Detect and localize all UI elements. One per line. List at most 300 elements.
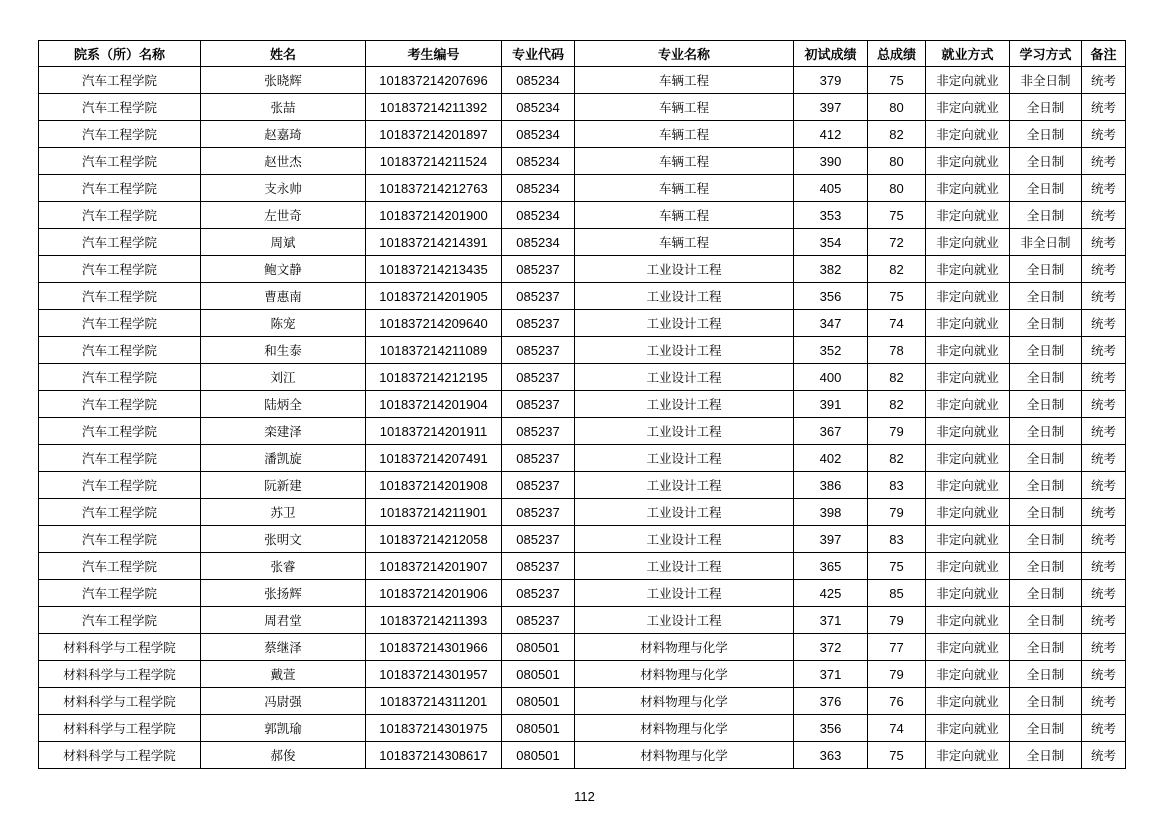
header-department: 院系（所）名称 [39,41,201,67]
table-row [39,283,1126,310]
cell-candidate-id: 101837214311201 [366,688,502,715]
cell-major-name: 材料物理与化学 [575,742,794,769]
table-row [39,94,1126,121]
cell-name: 曹惠南 [201,283,366,310]
header-study-mode: 学习方式 [1010,41,1082,67]
cell-total-score: 82 [868,391,926,418]
cell-name: 周君堂 [201,607,366,634]
cell-major-code: 080501 [502,715,575,742]
cell-employment-type: 非定向就业 [926,310,1010,337]
cell-major-code: 080501 [502,688,575,715]
cell-total-score: 75 [868,202,926,229]
cell-total-score: 77 [868,634,926,661]
cell-department: 汽车工程学院 [39,310,201,337]
cell-name: 刘江 [201,364,366,391]
table-row [39,175,1126,202]
cell-candidate-id: 101837214209640 [366,310,502,337]
cell-name: 阮新建 [201,472,366,499]
cell-candidate-id: 101837214207696 [366,67,502,94]
cell-major-name: 工业设计工程 [575,553,794,580]
cell-major-code: 085234 [502,94,575,121]
cell-department: 汽车工程学院 [39,337,201,364]
cell-initial-score: 386 [794,472,868,499]
cell-department: 汽车工程学院 [39,580,201,607]
cell-name: 潘凯旋 [201,445,366,472]
cell-major-name: 车辆工程 [575,175,794,202]
cell-employment-type: 非定向就业 [926,742,1010,769]
cell-employment-type: 非定向就业 [926,418,1010,445]
cell-name: 冯尉强 [201,688,366,715]
cell-remarks: 统考 [1082,391,1126,418]
cell-major-code: 080501 [502,661,575,688]
cell-total-score: 79 [868,499,926,526]
table-row [39,121,1126,148]
cell-major-name: 工业设计工程 [575,526,794,553]
cell-major-code: 085237 [502,607,575,634]
cell-candidate-id: 101837214301975 [366,715,502,742]
cell-department: 汽车工程学院 [39,391,201,418]
cell-total-score: 80 [868,175,926,202]
cell-study-mode: 全日制 [1010,337,1082,364]
table-row [39,418,1126,445]
cell-total-score: 82 [868,445,926,472]
table-row [39,742,1126,769]
cell-total-score: 82 [868,256,926,283]
table-row [39,337,1126,364]
cell-initial-score: 365 [794,553,868,580]
cell-study-mode: 全日制 [1010,445,1082,472]
cell-initial-score: 367 [794,418,868,445]
cell-candidate-id: 101837214301966 [366,634,502,661]
cell-study-mode: 全日制 [1010,94,1082,121]
cell-department: 汽车工程学院 [39,256,201,283]
cell-name: 张明文 [201,526,366,553]
cell-total-score: 79 [868,418,926,445]
cell-major-code: 085237 [502,526,575,553]
header-candidate-id: 考生编号 [366,41,502,67]
cell-department: 汽车工程学院 [39,364,201,391]
cell-major-name: 工业设计工程 [575,364,794,391]
cell-total-score: 75 [868,67,926,94]
cell-remarks: 统考 [1082,553,1126,580]
table-row [39,526,1126,553]
cell-study-mode: 全日制 [1010,553,1082,580]
cell-remarks: 统考 [1082,67,1126,94]
cell-candidate-id: 101837214207491 [366,445,502,472]
cell-major-code: 085237 [502,445,575,472]
cell-total-score: 83 [868,526,926,553]
cell-major-name: 车辆工程 [575,148,794,175]
cell-employment-type: 非定向就业 [926,661,1010,688]
cell-name: 栾建泽 [201,418,366,445]
cell-study-mode: 全日制 [1010,121,1082,148]
cell-name: 陈宠 [201,310,366,337]
header-row [39,41,1126,67]
cell-department: 汽车工程学院 [39,553,201,580]
cell-name: 蔡继泽 [201,634,366,661]
cell-employment-type: 非定向就业 [926,364,1010,391]
cell-initial-score: 425 [794,580,868,607]
cell-department: 汽车工程学院 [39,94,201,121]
cell-study-mode: 全日制 [1010,310,1082,337]
cell-remarks: 统考 [1082,688,1126,715]
cell-remarks: 统考 [1082,634,1126,661]
cell-candidate-id: 101837214211901 [366,499,502,526]
cell-department: 汽车工程学院 [39,445,201,472]
cell-initial-score: 382 [794,256,868,283]
cell-major-name: 工业设计工程 [575,391,794,418]
cell-name: 陆炳全 [201,391,366,418]
cell-study-mode: 全日制 [1010,580,1082,607]
cell-major-code: 085237 [502,364,575,391]
cell-study-mode: 全日制 [1010,148,1082,175]
cell-total-score: 85 [868,580,926,607]
cell-department: 汽车工程学院 [39,202,201,229]
cell-study-mode: 全日制 [1010,283,1082,310]
cell-employment-type: 非定向就业 [926,391,1010,418]
cell-candidate-id: 101837214201906 [366,580,502,607]
cell-name: 张晓辉 [201,67,366,94]
cell-employment-type: 非定向就业 [926,472,1010,499]
cell-candidate-id: 101837214212195 [366,364,502,391]
cell-candidate-id: 101837214212058 [366,526,502,553]
header-major-name: 专业名称 [575,41,794,67]
cell-initial-score: 372 [794,634,868,661]
cell-total-score: 79 [868,661,926,688]
cell-study-mode: 全日制 [1010,715,1082,742]
cell-department: 汽车工程学院 [39,229,201,256]
cell-study-mode: 全日制 [1010,391,1082,418]
cell-candidate-id: 101837214201897 [366,121,502,148]
cell-total-score: 74 [868,310,926,337]
cell-major-name: 工业设计工程 [575,256,794,283]
cell-initial-score: 412 [794,121,868,148]
table-row [39,472,1126,499]
cell-employment-type: 非定向就业 [926,256,1010,283]
cell-department: 汽车工程学院 [39,175,201,202]
cell-employment-type: 非定向就业 [926,607,1010,634]
cell-major-name: 工业设计工程 [575,337,794,364]
cell-employment-type: 非定向就业 [926,337,1010,364]
table-row [39,580,1126,607]
table-row [39,391,1126,418]
cell-major-code: 085237 [502,337,575,364]
cell-department: 汽车工程学院 [39,148,201,175]
cell-candidate-id: 101837214201900 [366,202,502,229]
cell-department: 汽车工程学院 [39,472,201,499]
cell-candidate-id: 101837214201905 [366,283,502,310]
cell-employment-type: 非定向就业 [926,553,1010,580]
cell-name: 周斌 [201,229,366,256]
cell-study-mode: 全日制 [1010,418,1082,445]
cell-employment-type: 非定向就业 [926,148,1010,175]
cell-candidate-id: 101837214308617 [366,742,502,769]
cell-study-mode: 全日制 [1010,364,1082,391]
cell-remarks: 统考 [1082,661,1126,688]
table-row [39,148,1126,175]
table-row [39,715,1126,742]
cell-total-score: 75 [868,742,926,769]
cell-employment-type: 非定向就业 [926,67,1010,94]
cell-department: 材料科学与工程学院 [39,715,201,742]
cell-initial-score: 371 [794,661,868,688]
cell-candidate-id: 101837214301957 [366,661,502,688]
cell-total-score: 80 [868,94,926,121]
cell-study-mode: 全日制 [1010,634,1082,661]
cell-major-code: 085237 [502,580,575,607]
cell-employment-type: 非定向就业 [926,688,1010,715]
cell-candidate-id: 101837214213435 [366,256,502,283]
cell-major-name: 车辆工程 [575,67,794,94]
header-remarks: 备注 [1082,41,1126,67]
cell-initial-score: 352 [794,337,868,364]
cell-remarks: 统考 [1082,202,1126,229]
cell-name: 郭凯瑜 [201,715,366,742]
cell-candidate-id: 101837214211089 [366,337,502,364]
cell-name: 支永帅 [201,175,366,202]
cell-total-score: 74 [868,715,926,742]
cell-name: 戴萱 [201,661,366,688]
cell-major-name: 车辆工程 [575,121,794,148]
cell-name: 鲍文静 [201,256,366,283]
table-row [39,661,1126,688]
cell-total-score: 75 [868,283,926,310]
cell-total-score: 82 [868,121,926,148]
cell-department: 材料科学与工程学院 [39,742,201,769]
cell-employment-type: 非定向就业 [926,94,1010,121]
cell-employment-type: 非定向就业 [926,175,1010,202]
cell-major-name: 工业设计工程 [575,607,794,634]
cell-remarks: 统考 [1082,418,1126,445]
cell-remarks: 统考 [1082,175,1126,202]
cell-department: 汽车工程学院 [39,67,201,94]
cell-major-code: 085237 [502,256,575,283]
cell-study-mode: 非全日制 [1010,67,1082,94]
cell-major-code: 085237 [502,472,575,499]
cell-candidate-id: 101837214212763 [366,175,502,202]
table-row [39,256,1126,283]
cell-remarks: 统考 [1082,580,1126,607]
header-total-score: 总成绩 [868,41,926,67]
cell-department: 汽车工程学院 [39,526,201,553]
cell-study-mode: 全日制 [1010,499,1082,526]
table-row [39,364,1126,391]
cell-remarks: 统考 [1082,364,1126,391]
cell-major-name: 工业设计工程 [575,580,794,607]
cell-candidate-id: 101837214211392 [366,94,502,121]
cell-employment-type: 非定向就业 [926,202,1010,229]
cell-major-name: 车辆工程 [575,202,794,229]
cell-employment-type: 非定向就业 [926,283,1010,310]
cell-study-mode: 全日制 [1010,472,1082,499]
cell-remarks: 统考 [1082,445,1126,472]
cell-major-code: 080501 [502,634,575,661]
cell-study-mode: 全日制 [1010,742,1082,769]
cell-department: 汽车工程学院 [39,121,201,148]
cell-major-code: 085234 [502,202,575,229]
cell-major-code: 085234 [502,229,575,256]
header-employment-type: 就业方式 [926,41,1010,67]
table-row [39,310,1126,337]
cell-remarks: 统考 [1082,499,1126,526]
cell-remarks: 统考 [1082,607,1126,634]
cell-initial-score: 363 [794,742,868,769]
cell-name: 张喆 [201,94,366,121]
cell-employment-type: 非定向就业 [926,715,1010,742]
cell-major-code: 085237 [502,418,575,445]
cell-total-score: 82 [868,364,926,391]
table-row [39,607,1126,634]
cell-initial-score: 354 [794,229,868,256]
cell-remarks: 统考 [1082,742,1126,769]
cell-candidate-id: 101837214211393 [366,607,502,634]
table-row [39,202,1126,229]
cell-total-score: 80 [868,148,926,175]
cell-name: 张睿 [201,553,366,580]
table-body [39,67,1126,769]
cell-major-name: 工业设计工程 [575,310,794,337]
cell-major-code: 085237 [502,553,575,580]
cell-employment-type: 非定向就业 [926,121,1010,148]
cell-candidate-id: 101837214214391 [366,229,502,256]
cell-name: 赵世杰 [201,148,366,175]
cell-department: 汽车工程学院 [39,418,201,445]
cell-study-mode: 全日制 [1010,526,1082,553]
cell-major-name: 材料物理与化学 [575,688,794,715]
cell-remarks: 统考 [1082,121,1126,148]
cell-employment-type: 非定向就业 [926,526,1010,553]
cell-remarks: 统考 [1082,337,1126,364]
cell-remarks: 统考 [1082,310,1126,337]
table-row [39,499,1126,526]
cell-name: 赵嘉琦 [201,121,366,148]
cell-major-code: 080501 [502,742,575,769]
table-row [39,445,1126,472]
cell-name: 张扬辉 [201,580,366,607]
cell-candidate-id: 101837214201904 [366,391,502,418]
table-row [39,229,1126,256]
cell-major-name: 材料物理与化学 [575,715,794,742]
cell-major-code: 085237 [502,499,575,526]
cell-study-mode: 全日制 [1010,607,1082,634]
cell-remarks: 统考 [1082,472,1126,499]
cell-major-code: 085237 [502,310,575,337]
cell-employment-type: 非定向就业 [926,445,1010,472]
header-name: 姓名 [201,41,366,67]
cell-name: 郝俊 [201,742,366,769]
cell-employment-type: 非定向就业 [926,499,1010,526]
cell-name: 左世奇 [201,202,366,229]
cell-initial-score: 405 [794,175,868,202]
cell-major-name: 材料物理与化学 [575,661,794,688]
cell-remarks: 统考 [1082,94,1126,121]
cell-remarks: 统考 [1082,256,1126,283]
cell-study-mode: 全日制 [1010,256,1082,283]
cell-initial-score: 402 [794,445,868,472]
cell-initial-score: 400 [794,364,868,391]
cell-department: 材料科学与工程学院 [39,661,201,688]
cell-remarks: 统考 [1082,229,1126,256]
page-number: 112 [574,789,595,804]
cell-remarks: 统考 [1082,148,1126,175]
cell-remarks: 统考 [1082,715,1126,742]
cell-total-score: 79 [868,607,926,634]
cell-remarks: 统考 [1082,283,1126,310]
cell-major-name: 工业设计工程 [575,445,794,472]
cell-study-mode: 非全日制 [1010,229,1082,256]
cell-initial-score: 398 [794,499,868,526]
cell-employment-type: 非定向就业 [926,229,1010,256]
cell-initial-score: 371 [794,607,868,634]
cell-candidate-id: 101837214201911 [366,418,502,445]
table-row [39,634,1126,661]
cell-major-name: 车辆工程 [575,229,794,256]
header-initial-score: 初试成绩 [794,41,868,67]
cell-initial-score: 356 [794,283,868,310]
cell-study-mode: 全日制 [1010,661,1082,688]
cell-major-name: 车辆工程 [575,94,794,121]
cell-initial-score: 397 [794,94,868,121]
cell-study-mode: 全日制 [1010,688,1082,715]
cell-initial-score: 353 [794,202,868,229]
table-row [39,688,1126,715]
cell-remarks: 统考 [1082,526,1126,553]
cell-major-name: 材料物理与化学 [575,634,794,661]
cell-major-code: 085237 [502,391,575,418]
cell-major-code: 085234 [502,148,575,175]
cell-total-score: 78 [868,337,926,364]
cell-department: 材料科学与工程学院 [39,688,201,715]
cell-initial-score: 390 [794,148,868,175]
cell-employment-type: 非定向就业 [926,634,1010,661]
cell-initial-score: 356 [794,715,868,742]
cell-initial-score: 391 [794,391,868,418]
cell-name: 和生泰 [201,337,366,364]
cell-major-name: 工业设计工程 [575,283,794,310]
cell-initial-score: 379 [794,67,868,94]
cell-major-code: 085234 [502,121,575,148]
header-major-code: 专业代码 [502,41,575,67]
cell-study-mode: 全日制 [1010,202,1082,229]
admission-list-table [38,40,1126,769]
cell-initial-score: 397 [794,526,868,553]
cell-department: 汽车工程学院 [39,283,201,310]
cell-major-code: 085234 [502,67,575,94]
table-row [39,67,1126,94]
cell-study-mode: 全日制 [1010,175,1082,202]
cell-total-score: 75 [868,553,926,580]
cell-candidate-id: 101837214211524 [366,148,502,175]
cell-total-score: 83 [868,472,926,499]
cell-department: 材料科学与工程学院 [39,634,201,661]
cell-major-code: 085234 [502,175,575,202]
cell-candidate-id: 101837214201908 [366,472,502,499]
cell-candidate-id: 101837214201907 [366,553,502,580]
cell-employment-type: 非定向就业 [926,580,1010,607]
cell-initial-score: 347 [794,310,868,337]
cell-department: 汽车工程学院 [39,607,201,634]
cell-major-code: 085237 [502,283,575,310]
cell-department: 汽车工程学院 [39,499,201,526]
cell-name: 苏卫 [201,499,366,526]
table-row [39,553,1126,580]
cell-total-score: 76 [868,688,926,715]
cell-major-name: 工业设计工程 [575,472,794,499]
cell-total-score: 72 [868,229,926,256]
cell-major-name: 工业设计工程 [575,418,794,445]
cell-major-name: 工业设计工程 [575,499,794,526]
cell-initial-score: 376 [794,688,868,715]
